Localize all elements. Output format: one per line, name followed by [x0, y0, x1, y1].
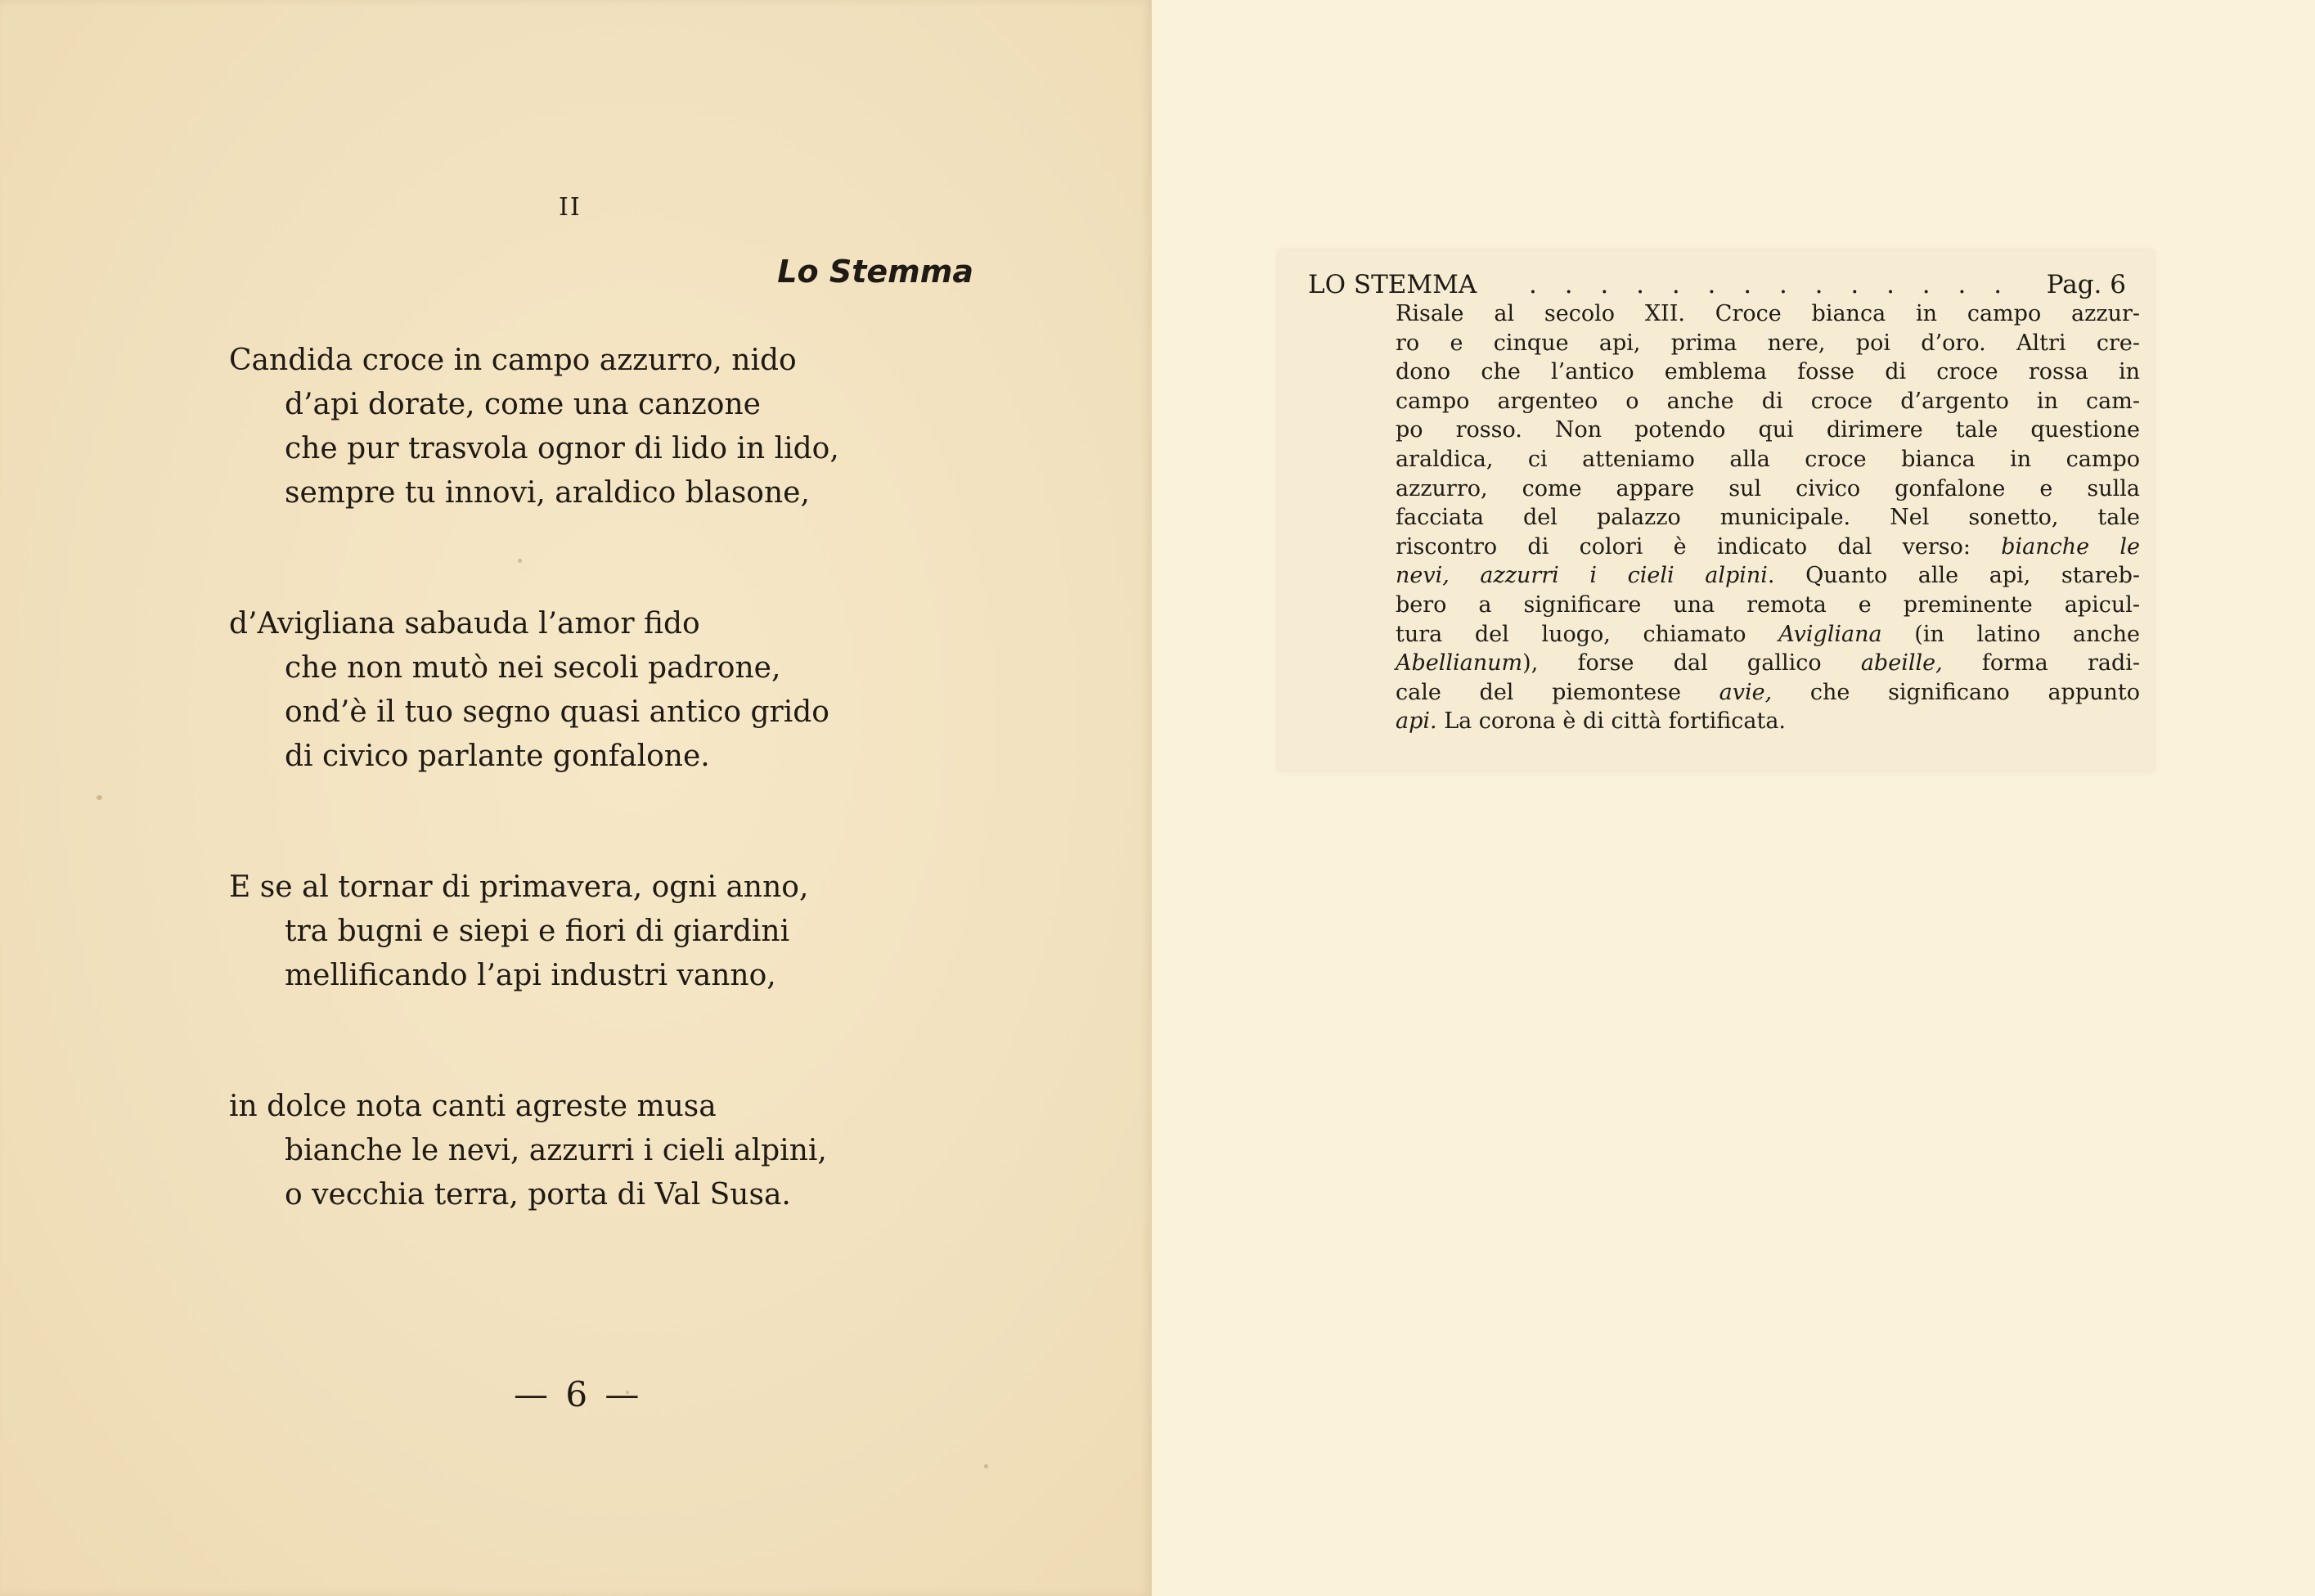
note-line [1396, 649, 2140, 678]
note-text: (in latino anche [1881, 621, 2140, 647]
verse-line: Candida croce in campo azzurro, nido [229, 344, 797, 377]
note-text: po rosso. Non potendo qui dirimere tale questione [1396, 417, 2140, 443]
verse-line: in dolce nota canti agreste musa [229, 1090, 717, 1123]
verse-line: tra bugni e siepi e fiori di giardini [285, 915, 790, 948]
note-text: riscontro di colori è indicato dal verso: [1396, 533, 2002, 560]
note-line [1396, 299, 2140, 329]
stanza [229, 339, 839, 515]
note-line [1396, 591, 2140, 620]
note-line [1396, 474, 2140, 504]
verse-line: E se al tornar di primavera, ogni anno, [229, 870, 809, 904]
page-number: — 6 — [514, 1374, 643, 1414]
verse-line: d’api dorate, come una canzone [285, 388, 761, 421]
stanza [229, 1085, 839, 1217]
note-line [1396, 678, 2140, 708]
verse-line: che non mutò nei secoli padrone, [285, 651, 781, 685]
note-line [1396, 387, 2140, 416]
verse-line: bianche le nevi, azzurri i cieli alpini, [285, 1134, 827, 1167]
note-line [1396, 533, 2140, 562]
verse-line: o vecchia terra, porta di Val Susa. [285, 1178, 791, 1212]
note-text: bero a significare una remota e preminente apicul- [1396, 591, 2140, 618]
note-text: che significano appunto [1772, 679, 2140, 705]
note-line [1396, 329, 2140, 358]
paper-fleck [97, 795, 102, 800]
note-text: facciata del palazzo municipale. Nel sonetto, tale [1396, 505, 2140, 531]
note-heading: LO STEMMA [1308, 270, 1477, 299]
verse-line: mellificando l’api industri vanno, [285, 959, 776, 992]
paper-fleck [984, 1464, 988, 1468]
note-clipping [1279, 250, 2154, 771]
note-body [1396, 299, 2140, 736]
note-italic-text: Avigliana [1778, 621, 1882, 647]
note-text: La corona è di città fortificata. [1436, 708, 1787, 735]
note-text: Risale al secolo XII. Croce bianca in campo azzur- [1396, 301, 2140, 326]
verse-line: ond’è il tuo segno quasi antico grido [285, 695, 829, 729]
verse-line: sempre tu innovi, araldico blasone, [285, 476, 810, 510]
note-italic-text: api. [1396, 708, 1437, 735]
note-line [1396, 561, 2140, 591]
poem-title: Lo Stemma [777, 254, 973, 290]
note-line [1396, 357, 2140, 387]
stanza [229, 865, 839, 998]
note-italic-text: avie, [1719, 679, 1773, 705]
chapter-numeral: II [559, 193, 582, 222]
note-line [1396, 503, 2140, 533]
stanza [229, 602, 839, 779]
note-text: ro e cinque api, prima nere, poi d’oro. Altri cre- [1396, 330, 2140, 356]
verse-line: che pur trasvola ognor di lido in lido, [285, 432, 839, 465]
note-page-reference: Pag. 6 [2046, 270, 2126, 299]
note-dot-leader: . . . . . . . . . . . . . . [1529, 270, 2012, 299]
note-line [1396, 707, 2140, 736]
note-italic-text: nevi, azzurri i cieli alpini [1396, 563, 1768, 589]
note-italic-text: Abellianum [1396, 650, 1523, 677]
note-italic-text: bianche le [2001, 533, 2141, 560]
note-text: tura del luogo, chiamato [1396, 621, 1779, 647]
note-line [1396, 416, 2140, 445]
note-text: campo argenteo o anche di croce d’argento in cam- [1396, 388, 2140, 414]
left-page [0, 0, 1152, 1596]
note-text: azzurro, come appare sul civico gonfalone e sulla [1396, 475, 2140, 501]
verse-line: d’Avigliana sabauda l’amor fido [229, 607, 700, 641]
note-line [1396, 620, 2140, 650]
note-line [1396, 445, 2140, 474]
note-text: ), forse dal gallico [1522, 650, 1861, 677]
note-italic-text: abeille, [1860, 650, 1943, 677]
note-text: dono che l’antico emblema fosse di croce rossa in [1396, 359, 2140, 385]
verse-line: di civico parlante gonfalone. [285, 740, 710, 773]
note-text: araldica, ci atteniamo alla croce bianca in campo [1396, 446, 2140, 472]
note-text: cale del piemontese [1396, 679, 1719, 705]
right-page [1152, 0, 2315, 1596]
note-text: . Quanto alle api, stareb- [1767, 563, 2140, 589]
poem [229, 339, 839, 1217]
note-text: forma radi- [1942, 650, 2140, 677]
